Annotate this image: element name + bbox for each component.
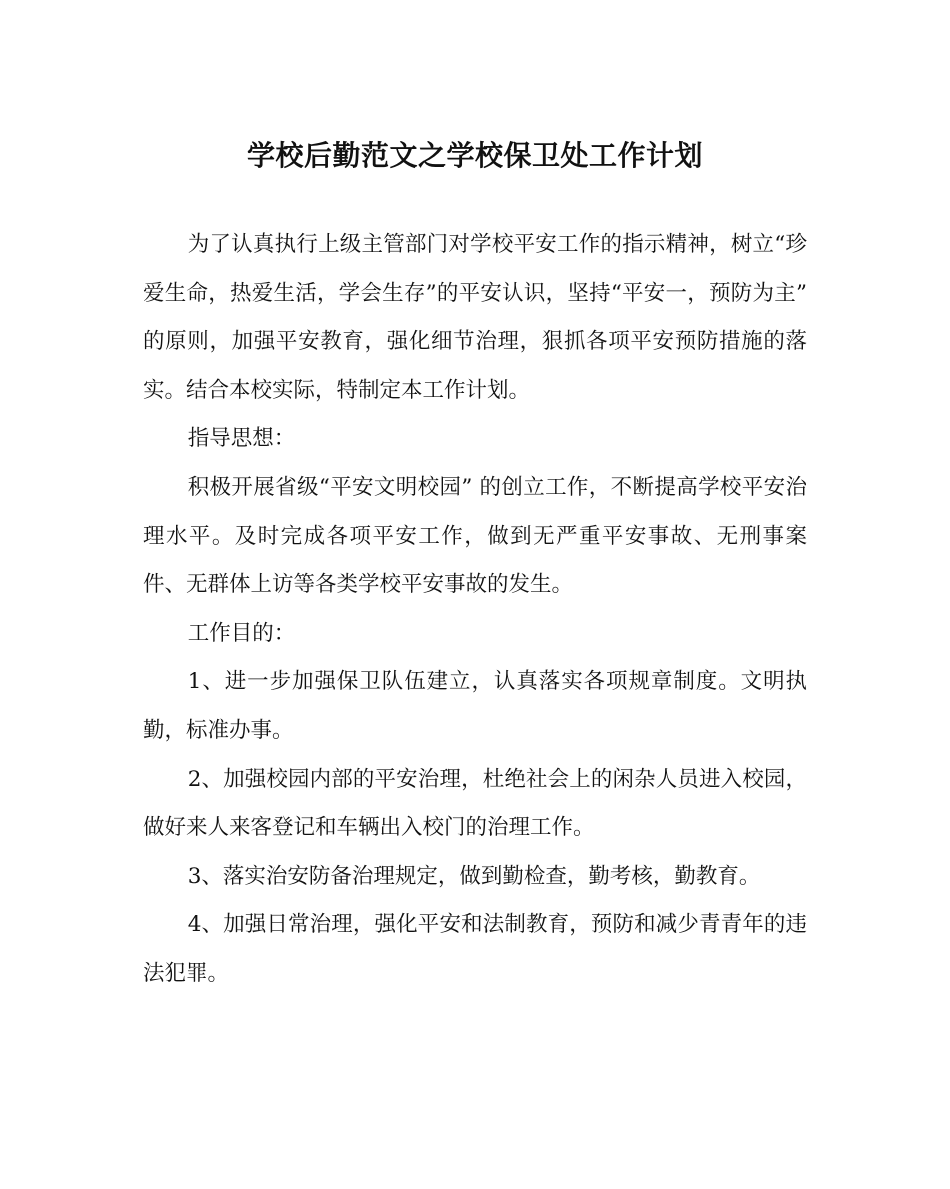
objective-item-1: 1、进一步加强保卫队伍建立，认真落实各项规章制度。文明执勤，标准办事。 [143,669,807,743]
paragraph-guiding-ideology: 积极开展省级“平安文明校园” 的创立工作，不断提高学校平安治理水平。及时完成各项平安工作，做到无严重平安事故、无刑事案件、无群体上访等各类学校平安事故的发生。 [143,474,807,598]
objective-item-2: 2、加强校园内部的平安治理，杜绝社会上的闲杂人员进入校园，做好来人来客登记和车辆出入校门的治理工作。 [143,766,807,841]
objective-item-4: 4、加强日常治理，强化平安和法制教育，预防和减少青青年的违法犯罪。 [143,912,807,986]
heading-work-objectives: 工作目的： [187,620,296,646]
paragraph-intro: 为了认真执行上级主管部门对学校平安工作的指示精神，树立“珍爱生命，热爱生活，学会生存”的平安认识，坚持“平安一，预防为主” 的原则，加强平安教育，强化细节治理，狠抓各项平安预防措施的落实。结合本校实际，特制定本工作计划。 [143,232,807,403]
objective-item-3: 3、落实治安防备治理规定，做到勤检查，勤考核，勤教育。 [187,863,761,889]
document-title: 学校后勤范文之学校保卫处工作计划 [246,139,703,172]
document-body [143,221,807,999]
heading-guiding-ideology: 指导思想： [187,426,296,452]
